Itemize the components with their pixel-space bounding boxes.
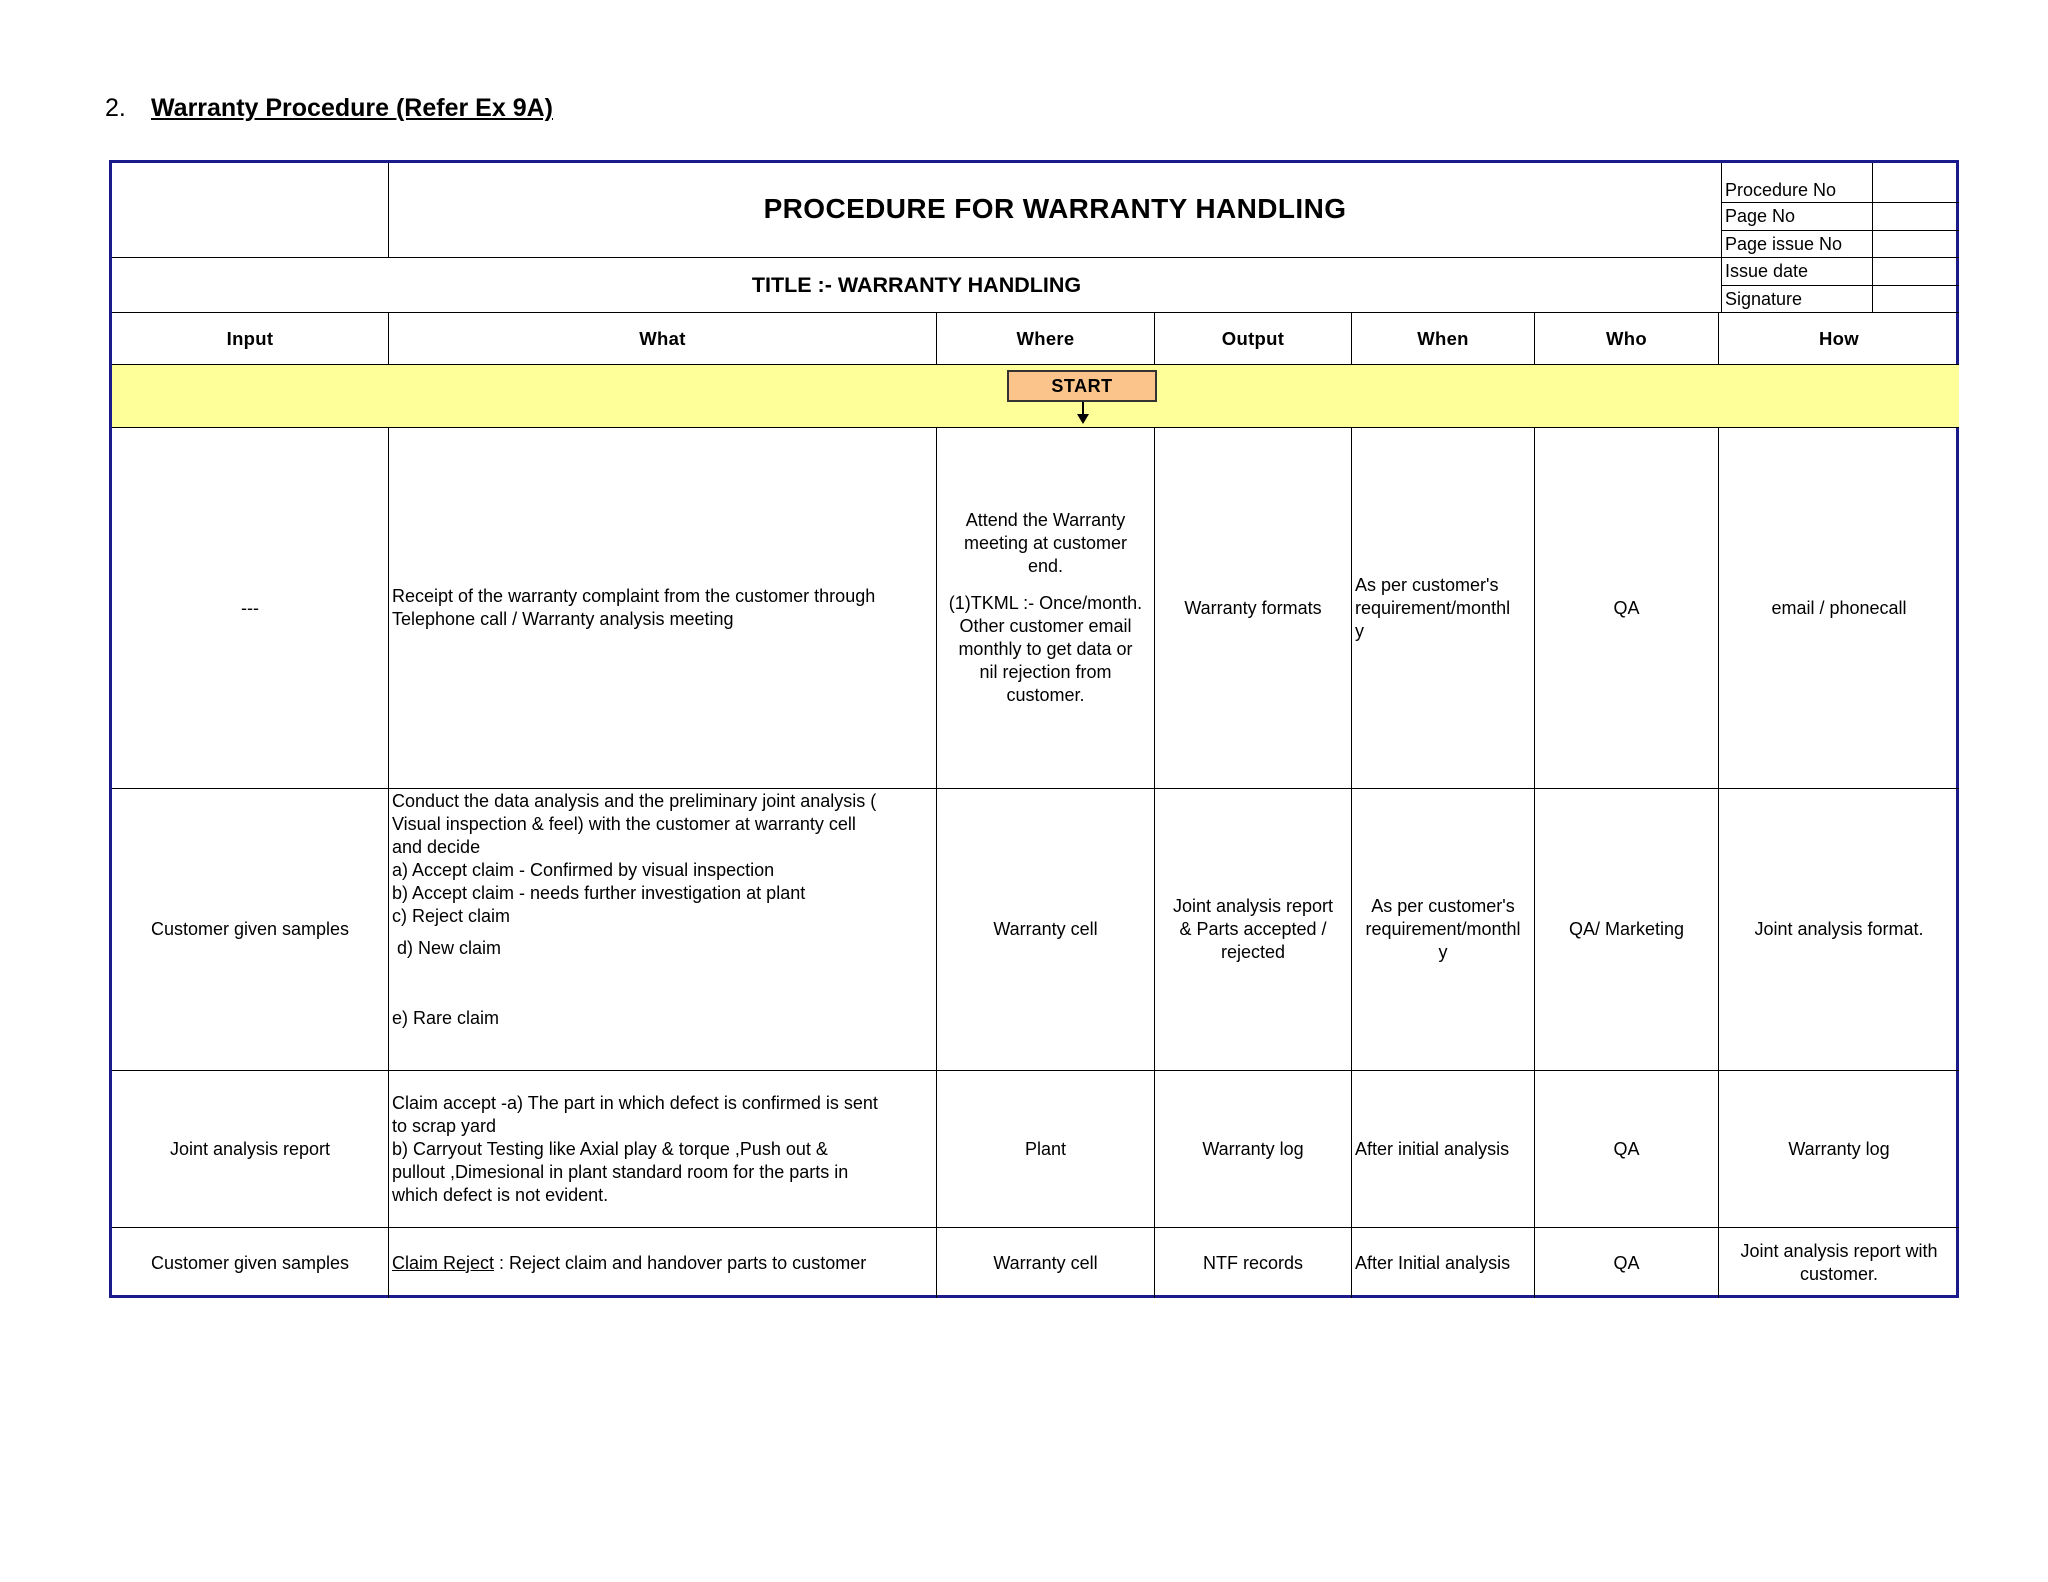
- col-header-output: Output: [1155, 313, 1352, 365]
- main-title: PROCEDURE FOR WARRANTY HANDLING: [389, 163, 1722, 258]
- row4-input: Customer given samples: [112, 1228, 389, 1298]
- section-heading: [105, 94, 553, 123]
- doc-subtitle: TITLE :- WARRANTY HANDLING: [112, 258, 1722, 313]
- row2-input: Customer given samples: [112, 789, 389, 1071]
- row2-how: Joint analysis format.: [1719, 789, 1959, 1071]
- logo-cell: [112, 163, 389, 258]
- meta-issue-date: Issue date: [1722, 258, 1959, 286]
- section-title: Warranty Procedure (Refer Ex 9A): [151, 94, 553, 122]
- section-number: 2.: [105, 94, 126, 122]
- meta-page-issue-no: Page issue No: [1722, 231, 1959, 258]
- row3-what: Claim accept -a) The part in which defect is confirmed is sent to scrap yard b) Carryout Testing like Axial play & torque ,Push out & pullout ,Dimesional in plant standard room for the parts in which defect is not evident.: [389, 1071, 937, 1228]
- col-header-how: How: [1719, 313, 1959, 365]
- row3-when: After initial analysis: [1352, 1071, 1535, 1228]
- row1-how: email / phonecall: [1719, 428, 1959, 789]
- col-header-input: Input: [112, 313, 389, 365]
- down-arrow-icon: [1077, 414, 1089, 424]
- row2-what: Conduct the data analysis and the preliminary joint analysis ( Visual inspection & feel) with the customer at warranty cell and decide a) Accept claim - Confirmed by visual inspection b) Accept claim - needs further investigation at plant c) Reject claim d) New claim e) Rare claim: [389, 789, 937, 1071]
- meta-procedure-no: Procedure No: [1722, 163, 1959, 203]
- col-header-who: Who: [1535, 313, 1719, 365]
- row3-input: Joint analysis report: [112, 1071, 389, 1228]
- col-header-when: When: [1352, 313, 1535, 365]
- row1-who: QA: [1535, 428, 1719, 789]
- meta-value-page-issue-no: [1872, 231, 1959, 258]
- row4-when: After Initial analysis: [1352, 1228, 1535, 1298]
- row4-where: Warranty cell: [937, 1228, 1155, 1298]
- meta-page-no: Page No: [1722, 203, 1959, 231]
- row4-who: QA: [1535, 1228, 1719, 1298]
- row4-output: NTF records: [1155, 1228, 1352, 1298]
- meta-value-procedure-no: [1872, 163, 1959, 203]
- row2-where: Warranty cell: [937, 789, 1155, 1071]
- row2-when: As per customer's requirement/monthl y: [1352, 789, 1535, 1071]
- row3-who: QA: [1535, 1071, 1719, 1228]
- row1-when: As per customer's requirement/monthl y: [1352, 428, 1535, 789]
- meta-value-signature: [1872, 286, 1959, 312]
- meta-block: [1722, 163, 1959, 313]
- row2-output: Joint analysis report & Parts accepted / rejected: [1155, 789, 1352, 1071]
- col-header-what: What: [389, 313, 937, 365]
- row1-input: ---: [112, 428, 389, 789]
- meta-value-issue-date: [1872, 258, 1959, 286]
- row1-output: Warranty formats: [1155, 428, 1352, 789]
- procedure-table: [109, 160, 1959, 1298]
- row4-how: Joint analysis report with customer.: [1740, 1241, 1938, 1284]
- row3-where: Plant: [937, 1071, 1155, 1228]
- row1-where: Attend the Warranty meeting at customer end. (1)TKML :- Once/month. Other customer email monthly to get data or nil rejection from customer.: [937, 428, 1155, 789]
- col-header-where: Where: [937, 313, 1155, 365]
- start-terminal: START: [1007, 370, 1157, 402]
- meta-signature: Signature: [1725, 288, 1803, 309]
- claim-reject-link: Claim Reject: [392, 1252, 495, 1273]
- row3-how: Warranty log: [1719, 1071, 1959, 1228]
- row2-who: QA/ Marketing: [1535, 789, 1719, 1071]
- row4-what: Claim Reject : Reject claim and handover parts to customer: [389, 1228, 937, 1298]
- meta-value-page-no: [1872, 203, 1959, 231]
- row1-what: Receipt of the warranty complaint from the customer through Telephone call / Warranty analysis meeting: [389, 428, 937, 789]
- row3-output: Warranty log: [1155, 1071, 1352, 1228]
